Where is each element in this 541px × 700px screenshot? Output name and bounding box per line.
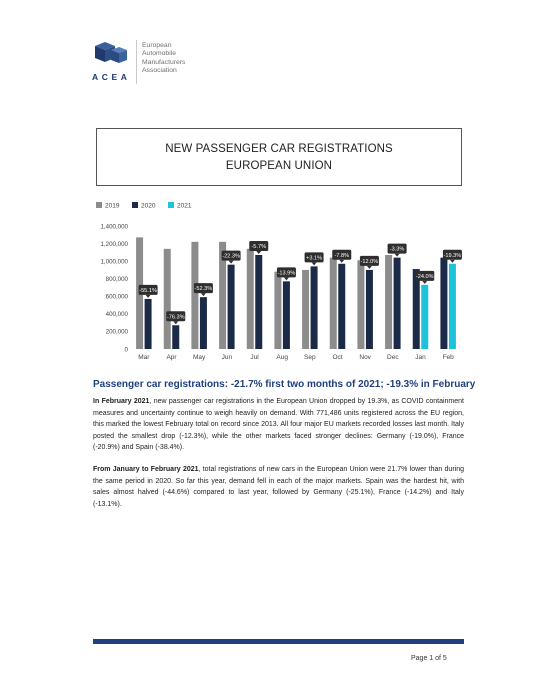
x-tick-label: Aug	[276, 354, 288, 361]
legend-label: 2019	[105, 202, 120, 210]
report-title-box	[96, 128, 462, 186]
bar-2021	[449, 264, 456, 349]
registrations-bar-chart	[90, 196, 470, 368]
change-callout-pointer	[229, 261, 234, 264]
bar-2020	[200, 297, 207, 349]
change-callout-pointer	[395, 254, 400, 257]
x-tick-label: Jun	[221, 354, 233, 361]
bar-2019	[247, 249, 254, 349]
change-label: +3.1%	[306, 255, 323, 262]
bar-2019	[385, 255, 392, 349]
x-tick-label: Apr	[166, 354, 177, 361]
x-tick-label: Sep	[304, 354, 316, 361]
change-callout-pointer	[256, 251, 261, 254]
bar-2019	[164, 249, 171, 349]
x-tick-label: Mar	[138, 354, 150, 361]
y-tick-label: 0	[124, 346, 128, 354]
headline: Passenger car registrations: -21.7% first two months of 2021; -19.3% in February	[93, 379, 476, 390]
bar-2019	[330, 258, 337, 349]
x-tick-label: May	[193, 354, 206, 361]
x-tick-label: Jan	[415, 354, 426, 361]
change-callout-pointer	[450, 260, 455, 263]
x-tick-label: Jul	[250, 354, 259, 361]
paragraph-body: , total registrations of new cars in the European Union were 21.7% lower than during the same period in 2020. So far this year, demand fell in each of the major markets. Spain was the hardest hit, with sales almost halved (-44.6%) compared to last year, followed by Germany (-25.1%), France (-14.2%) and Italy (-13.1%).	[93, 466, 464, 508]
page-number: Page 1 of 5	[411, 655, 447, 662]
logo-line: European	[142, 42, 172, 49]
y-tick-label: 600,000	[105, 293, 128, 301]
bar-2020	[228, 265, 235, 349]
report-title-line1: NEW PASSENGER CAR REGISTRATIONS	[165, 143, 393, 155]
change-label: -13.9%	[277, 270, 296, 277]
logo-line: Manufacturers	[142, 58, 186, 66]
change-callout-pointer	[312, 262, 317, 265]
change-label: -24.0%	[415, 273, 434, 280]
change-callout-pointer	[339, 260, 344, 263]
change-label: -19.3%	[443, 252, 462, 259]
logo-acronym: ACEA	[92, 72, 131, 82]
change-callout-pointer	[201, 293, 206, 296]
change-label: -76.3%	[166, 314, 185, 321]
paragraph-lead: From January to February 2021	[93, 466, 199, 473]
y-tick-label: 200,000	[105, 328, 128, 336]
y-tick-label: 800,000	[105, 276, 128, 284]
legend-swatch	[132, 202, 138, 208]
bar-2021	[421, 285, 428, 349]
bar-2020	[440, 258, 447, 349]
paragraph-february	[93, 396, 464, 454]
bar-2019	[357, 260, 364, 349]
bar-2020	[338, 264, 345, 349]
footer-rule	[93, 639, 464, 644]
bar-2020	[311, 266, 318, 349]
change-callout-pointer	[367, 266, 372, 269]
x-tick-label: Dec	[387, 354, 399, 361]
logo-line: Automobile	[142, 50, 177, 58]
x-tick-label: Feb	[442, 354, 454, 361]
bar-2020	[366, 270, 373, 349]
y-tick-label: 1,400,000	[100, 223, 128, 231]
change-callout-pointer	[422, 281, 427, 284]
legend-label: 2020	[141, 202, 156, 210]
y-tick-label: 1,200,000	[100, 240, 128, 248]
legend-label: 2021	[177, 202, 192, 210]
change-callout-pointer	[146, 295, 151, 298]
change-label: -12.0%	[360, 258, 379, 265]
change-label: -55.1%	[139, 287, 157, 294]
bar-2019	[274, 272, 281, 349]
acea-cube-icon	[91, 40, 129, 70]
x-tick-label: Oct	[332, 354, 343, 361]
paragraph-body: , new passenger car registrations in the European Union dropped by 19.3%, as COVID containment measures and uncertainty continue to weigh heavily on demand. With 771,486 units registered across the EU region, this marked the lowest February total on record since 2013. All four major EU markets recorded losses last month. Italy posted the smallest drop (-12.3%), while the other markets faced stronger declines: Germany (-19.0%), France (-20.9%) and Spain (-38.4%).	[93, 398, 464, 451]
legend-swatch	[168, 202, 174, 208]
report-title-line2: EUROPEAN UNION	[225, 160, 333, 172]
bar-2020	[172, 325, 179, 349]
logo-fullname	[142, 42, 185, 76]
change-label: -52.3%	[194, 286, 213, 293]
change-label: -5.7%	[251, 243, 267, 250]
y-tick-label: 1,000,000	[100, 258, 128, 266]
paragraph-year-to-date	[93, 464, 464, 510]
change-callout-pointer	[284, 277, 289, 280]
y-tick-label: 400,000	[105, 311, 128, 319]
bar-2019	[302, 270, 309, 349]
change-label: -3.3%	[389, 246, 405, 253]
legend-swatch	[96, 202, 102, 208]
bar-2020	[145, 299, 152, 349]
bar-2020	[255, 255, 262, 349]
change-callout-pointer	[173, 321, 178, 324]
x-tick-label: Nov	[359, 354, 371, 361]
logo-divider	[136, 40, 137, 84]
bar-2019	[191, 242, 198, 349]
acea-logo	[91, 38, 211, 84]
change-label: -7.8%	[334, 252, 350, 259]
change-label: -22.3%	[222, 253, 240, 260]
bar-2020	[283, 281, 290, 349]
bar-2020	[413, 269, 420, 349]
paragraph-lead: In February 2021	[93, 398, 150, 405]
bar-2020	[394, 258, 401, 349]
logo-line: Association	[142, 67, 177, 75]
